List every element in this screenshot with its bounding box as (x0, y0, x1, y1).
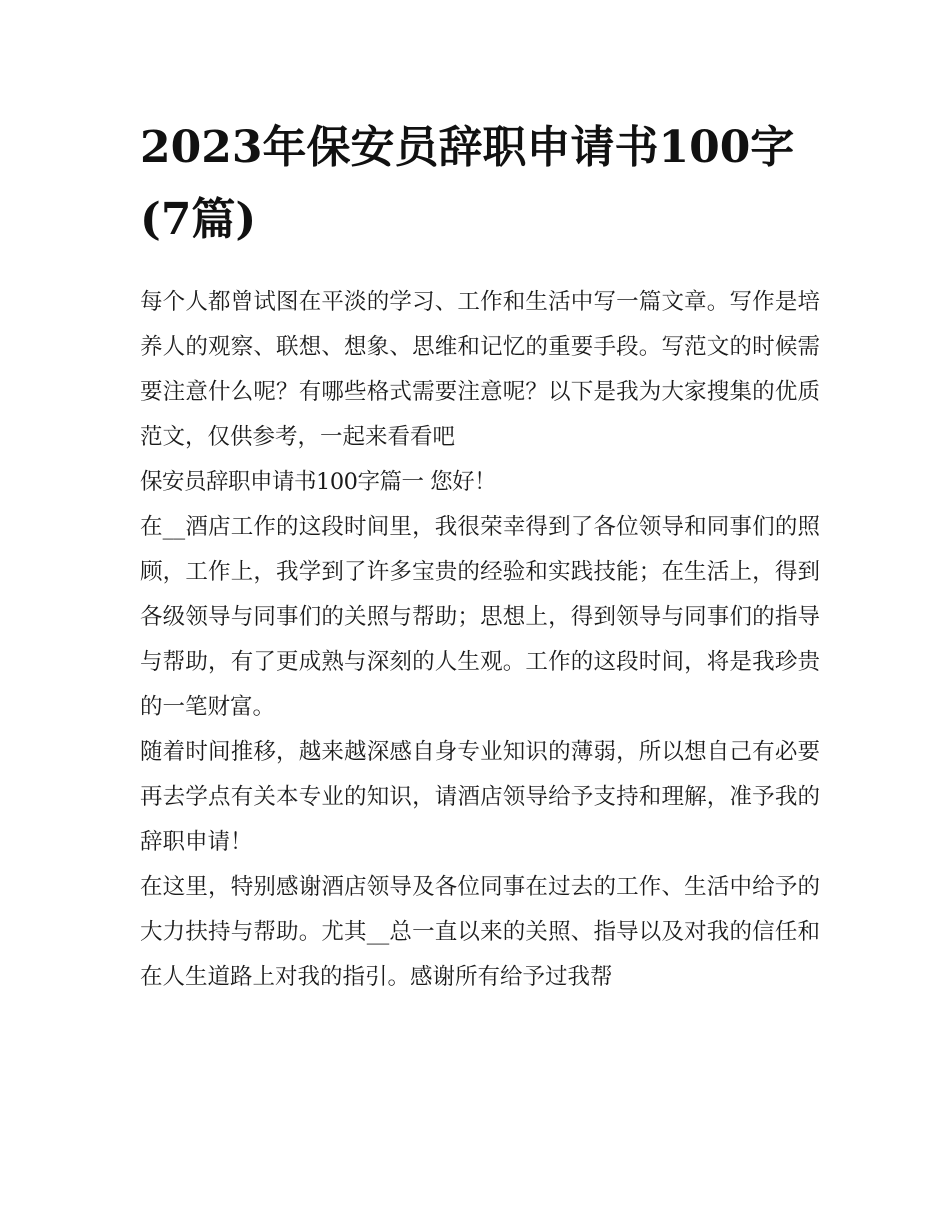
body-paragraph: 在__酒店工作的这段时间里，我很荣幸得到了各位领导和同事们的照顾，工作上，我学到了许多宝贵的经验和实践技能；在生活上，得到各级领导与同事们的关照与帮助；思想上，得到领导与同事们的指导与帮助，有了更成熟与深刻的人生观。工作的这段时间，将是我珍贵的一笔财富。 (140, 514, 820, 720)
document-body (140, 280, 820, 1000)
intro-paragraph: 每个人都曾试图在平淡的学习、工作和生活中写一篇文章。写作是培养人的观察、联想、想象、思维和记忆的重要手段。写范文的时候需要注意什么呢？有哪些格式需要注意呢？以下是我为大家搜集的优质范文，仅供参考，一起来看看吧 (140, 289, 820, 450)
body-paragraph: 随着时间推移，越来越深感自身专业知识的薄弱，所以想自己有必要再去学点有关本专业的知识，请酒店领导给予支持和理解，准予我的辞职申请！ (140, 739, 820, 855)
section-heading-greeting: 保安员辞职申请书100字篇一 您好！ (140, 469, 497, 495)
body-paragraph: 在这里，特别感谢酒店领导及各位同事在过去的工作、生活中给予的大力扶持与帮助。尤其__总一直以来的关照、指导以及对我的信任和在人生道路上对我的指引。感谢所有给予过我帮 (140, 874, 820, 990)
document-title: 2023年保安员辞职申请书100字(7篇) (140, 122, 795, 245)
